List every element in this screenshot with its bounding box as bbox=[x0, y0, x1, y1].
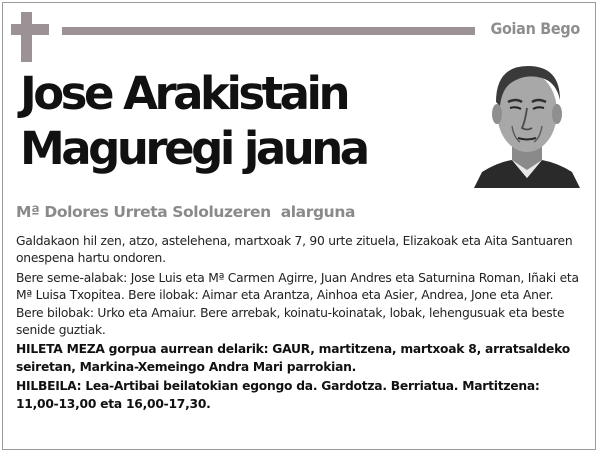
death-paragraph: Galdakaon hil zen, atzo, astelehena, martxoak 7, 90 urte zituela, Elizakoak eta Aita Santuaren onespena hartu ondoren. bbox=[16, 234, 573, 266]
funeral-paragraph: HILETA MEZA gorpua aurrean delarik: GAUR, martitzena, martxoak 8, arratsaldeko seiretan, Markina-Xemeingo Andra Mari parrokian. bbox=[16, 342, 570, 374]
cross-icon bbox=[21, 12, 32, 62]
header-divider bbox=[62, 27, 475, 35]
deceased-name bbox=[20, 66, 367, 176]
cross-icon-bar bbox=[11, 24, 49, 35]
deceased-name-line2: Maguregi jauna bbox=[20, 122, 367, 175]
family-paragraph: Bere seme-alabak: Jose Luis eta Mª Carmen Agirre, Juan Andres eta Saturnina Roman, Iñaki eta Mª Luisa Txopitea. Bere ilobak: Aimar eta Arantza, Ainhoa eta Asier, Andrea, Jone eta Aner. Bere bilobak: Urko eta Amaiur. Bere arrebak, koinatu-koinatak, lobak, lehengusuak eta beste senide guztiak. bbox=[16, 270, 579, 338]
header-label: Goian Bego bbox=[490, 19, 580, 38]
spouse-line: Mª Dolores Urreta Sololuzeren alarguna bbox=[16, 203, 356, 221]
wake-paragraph: HILBEILA: Lea-Artibai beilatokian egongo da. Gardotza. Berriatua. Martitzena: 11,00-13,00 eta 16,00-17,30. bbox=[16, 379, 540, 411]
obituary-body bbox=[16, 233, 584, 415]
deceased-name-line1: Jose Arakistain bbox=[20, 67, 347, 120]
portrait-photo bbox=[472, 60, 582, 188]
